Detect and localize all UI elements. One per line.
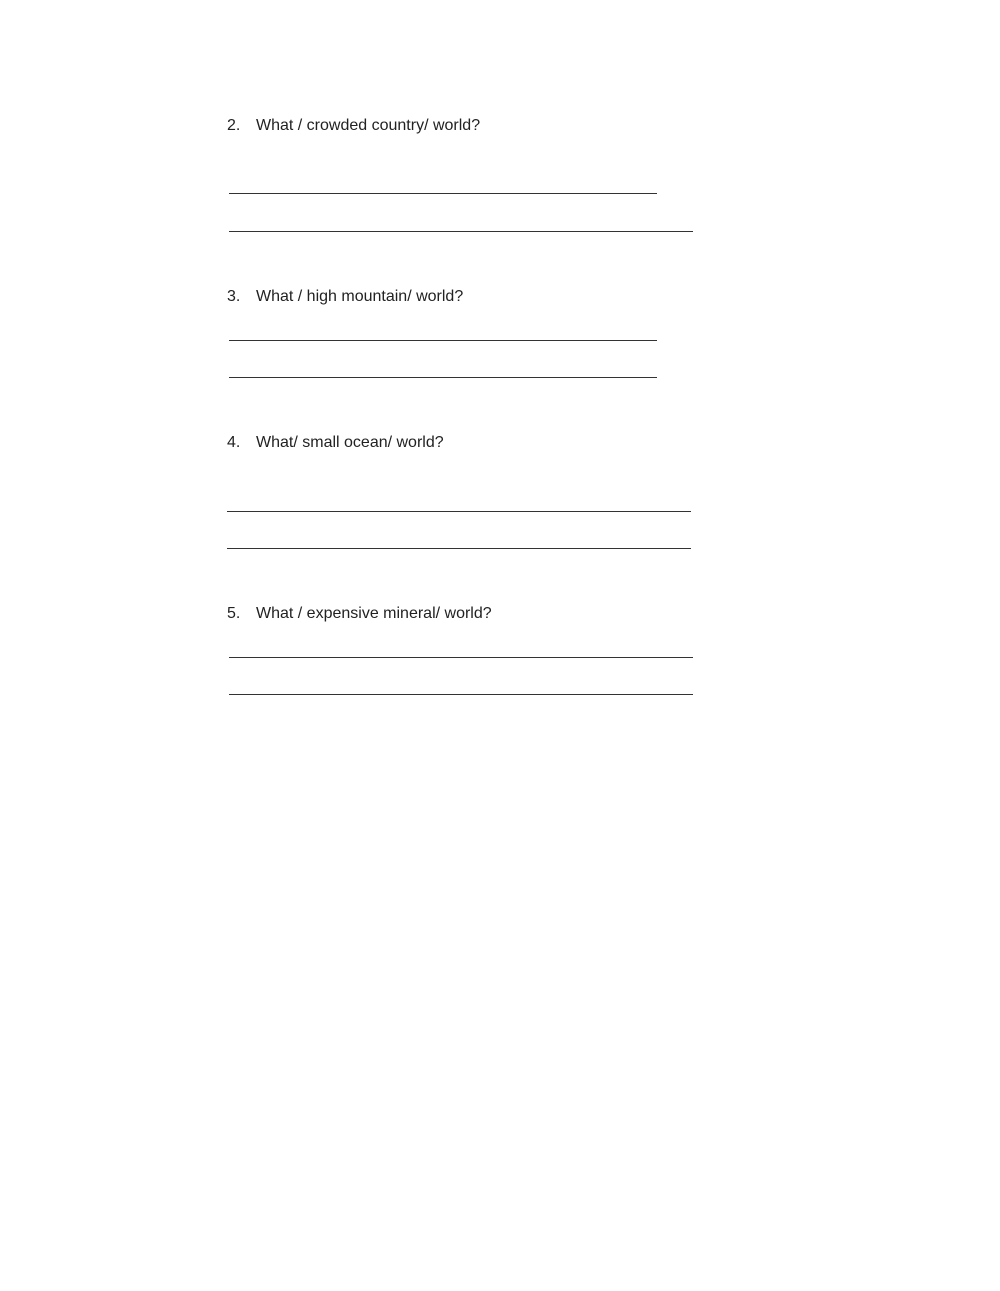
question-number: 2. [227, 117, 241, 134]
question-text: What / high mountain/ world? [256, 288, 464, 305]
answer-line[interactable] [227, 511, 691, 512]
answer-line[interactable] [229, 231, 693, 232]
question-3 [227, 287, 463, 307]
question-text: What / expensive mineral/ world? [256, 605, 492, 622]
question-number: 4. [227, 434, 241, 451]
answer-line[interactable] [227, 548, 691, 549]
question-text: What/ small ocean/ world? [256, 434, 444, 451]
question-5 [227, 604, 492, 624]
question-4 [227, 433, 444, 453]
answer-line[interactable] [229, 377, 657, 378]
question-text: What / crowded country/ world? [256, 117, 481, 134]
question-number: 5. [227, 605, 241, 622]
question-number: 3. [227, 288, 241, 305]
answer-line[interactable] [229, 657, 693, 658]
answer-line[interactable] [229, 193, 657, 194]
question-2 [227, 116, 480, 136]
answer-line[interactable] [229, 340, 657, 341]
answer-line[interactable] [229, 694, 693, 695]
